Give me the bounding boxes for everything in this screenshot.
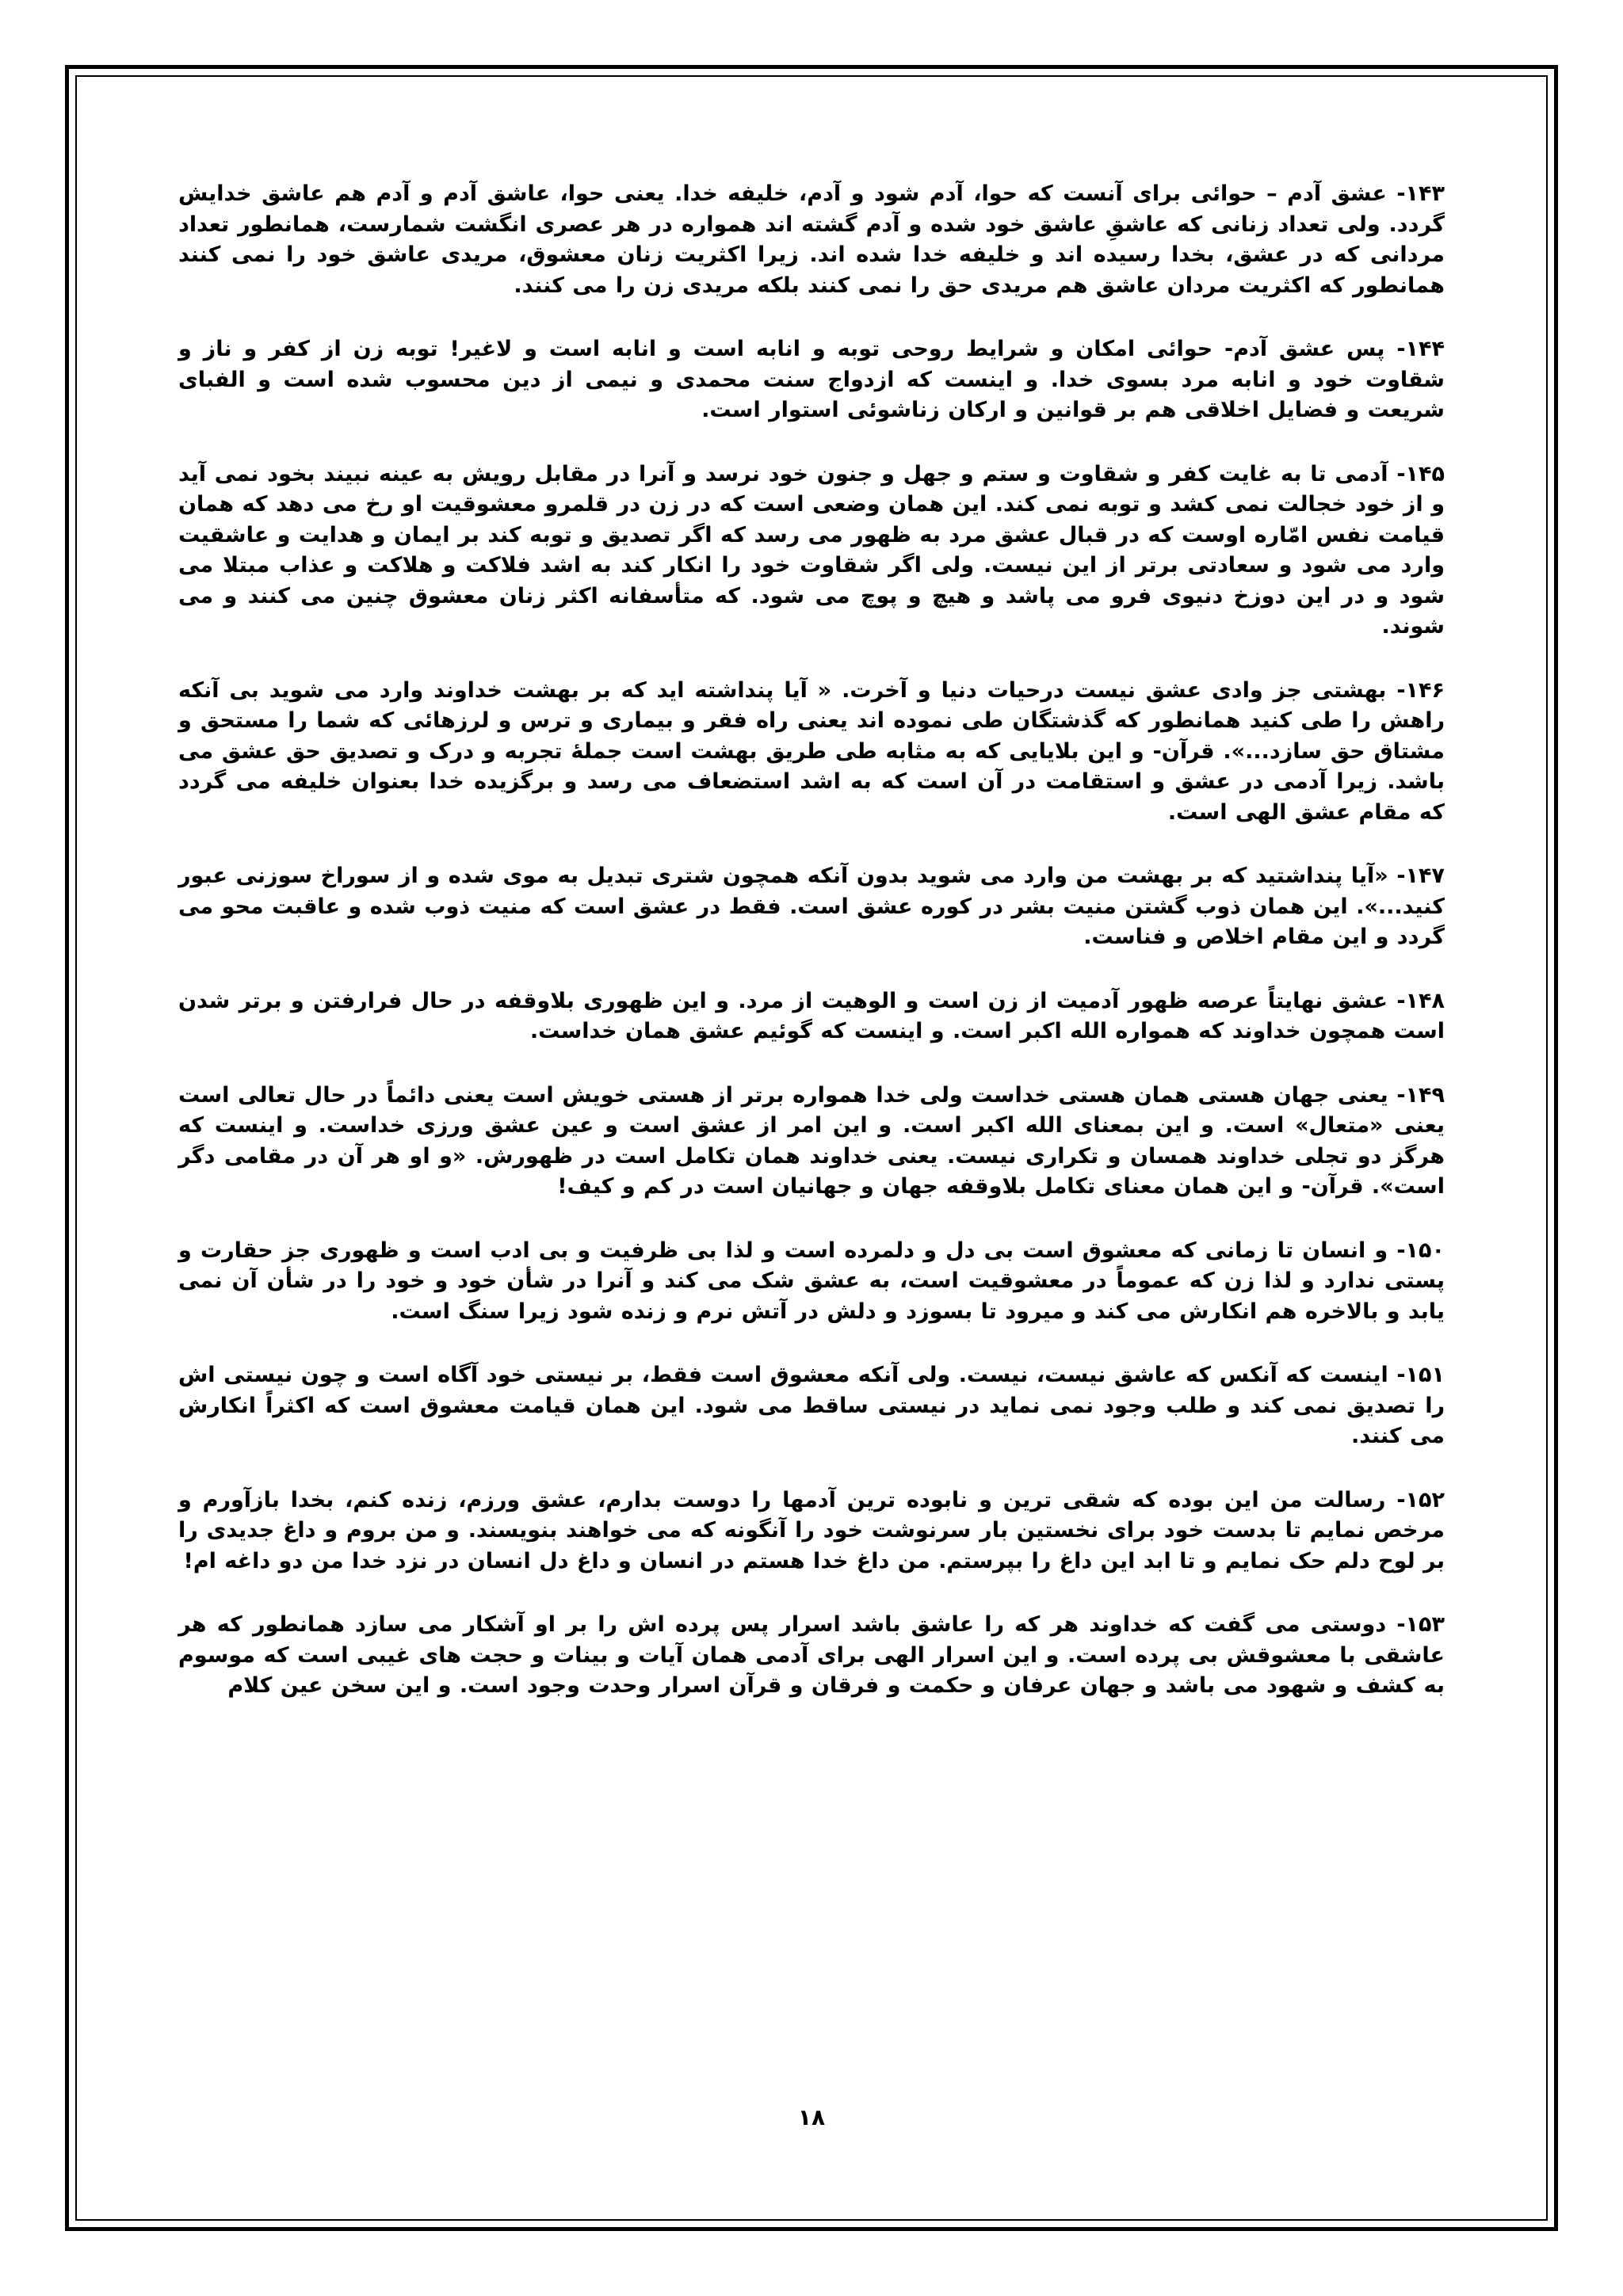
paragraph-146: ۱۴۶- بهشتی جز وادی عشق نیست درحیات دنیا و آخرت. « آیا پنداشته اید که بر بهشت خداوند وارد می شوید بی آنکه راهش را طی کنید همانطور که گذشتگان طی نموده اند یعنی راه فقر و بیماری و ترس و لرزهائی که شما را مستحق و مشتاق حق سازد...». قرآن- و این بلایایی که به مثابه طی طریق بهشت است جملهٔ تجربه و درک و تصدیق حق عشق می باشد. زیرا آدمی در عشق و استقامت در آن است که به اشد استضعاف می رسد و برگزیده خدا بعنوان خلیفه می گردد که مقام عشق الهی است.: [178, 677, 1445, 825]
paragraph-151: ۱۵۱- اینست که آنکس که عاشق نیست، نیست. ولی آنکه معشوق است فقط، بر نیستی خود آگاه است و چون نیستی اش را تصدیق نمی کند و طلب وجود نمی نماید در نیستی ساقط می شود. این همان قیامت معشوق است که اکثراً انکارش می کنند.: [178, 1363, 1445, 1448]
paragraph-148: ۱۴۸- عشق نهایتاً عرصه ظهور آدمیت از زن است و الوهیت از مرد. و این ظهوری بلاوقفه در حال فرارفتن و برتر شدن است همچون خداوند که همواره الله اکبر است. و اینست که گوئیم عشق همان خداست.: [178, 988, 1445, 1043]
paragraph-145: ۱۴۵- آدمی تا به غایت کفر و شقاوت و ستم و جهل و جنون خود نرسد و آنرا در مقابل رویش به عینه نبیند بخود نمی آید و از خود خجالت نمی کشد و توبه نمی کند. این همان وضعی است که در زن در قلمرو معشوقیت او رخ می دهد که همان قیامت نفس امّاره اوست که در قبال عشق مرد به ظهور می رسد که اگر تصدیق و توبه کند بر ایمان و هدایت و عاشقیت وارد می شود و سعادتی برتر از این نیست. ولی اگر شقاوت خود را انکار کند به اشد فلاکت و هلاکت و عذاب مبتلا می شود و در این دوزخ دنیوی فرو می پاشد و هیچ و پوچ می شود. که متأسفانه اکثر زنان معشوق چنین می کنند و می شوند.: [178, 461, 1445, 639]
page-number: ۱۸: [797, 2104, 826, 2130]
paragraph-150: ۱۵۰- و انسان تا زمانی که معشوق است بی دل و دلمرده است و لذا بی ظرفیت و بی ادب است و ظهوری جز حقارت و پستی ندارد و لذا زن که عموماً در معشوقیت است، به عشق شک می کند و آنرا در شأن خود و خود را در شأن آن نمی یابد و بالاخره هم انکارش می کند و میرود تا بسوزد و دلش در آتش نرم و زنده شود زیرا سنگ است.: [178, 1238, 1445, 1324]
paragraph-149: ۱۴۹- یعنی جهان هستی همان هستی خداست ولی خدا همواره برتر از هستی خویش است یعنی دائماً در حال تعالی است یعنی «متعال» است. و این بمعنای الله اکبر است. و این امر از عشق است و عین عشق ورزی خداست. و اینست که هرگز دو تجلی خداوند همسان و تکراری نیست. یعنی خداوند همان تکامل است در ظهورش. «و او هر آن در مقامی دگر است». قرآن- و این همان معنای تکامل بلاوقفه جهان و جهانیان است در کم و کیف!: [178, 1082, 1445, 1199]
page-body: [178, 179, 1445, 1735]
paragraph-143: ۱۴۳- عشق آدم – حوائی برای آنست که حوا، آدم شود و آدم، خلیفه خدا. یعنی حوا، عاشق آدم و آدم هم عاشق خدایش گردد. ولی تعداد زنانی که عاشقِ عاشق خود شده و آدم گشته اند همواره در هر عصری انگشت شمارست، همانطور تعداد مردانی که در عشق، بخدا رسیده اند و خلیفه خدا شده اند. زیرا اکثریت زنان معشوق، مریدی عاشق خود را نمی کنند همانطور که اکثریت مردان عاشق هم مریدی حق را نمی کنند بلکه مریدی زن را می کنند.: [178, 181, 1445, 298]
paragraph-144: ۱۴۴- پس عشق آدم- حوائی امکان و شرایط روحی توبه و انابه است و انابه است و لاغیر! توبه زن از کفر و ناز و شقاوت خود و انابه مرد بسوی خدا. و اینست که ازدواج سنت محمدی و نیمی از دین محسوب شده است و الفبای شریعت و فضایل اخلاقی هم بر قوانین و ارکان زناشوئی استوار است.: [178, 337, 1445, 422]
paragraph-153: ۱۵۳- دوستی می گفت که خداوند هر که را عاشق باشد اسرار پس پرده اش را بر او آشکار می سازد همانطور که هر عاشقی با معشوقش بی پرده است. و این اسرار الهی برای آدمی همان آیات و بینات و حجت های غیبی است که موسوم به کشف و شهود می باشد و جهان عرفان و حکمت و فرقان و قرآن اسرار وحدت وجود است. و این سخن عین کلام: [178, 1612, 1445, 1698]
paragraph-147: ۱۴۷- «آیا پنداشتید که بر بهشت من وارد می شوید بدون آنکه همچون شتری تبدیل به موی شده و از سوراخ سوزنی عبور کنید...». این همان ذوب گشتن منیت بشر در کوره عشق است. فقط در عشق است که منیت ذوب شده و عاقبت محو می گردد و این مقام اخلاص و فناست.: [178, 864, 1445, 949]
paragraph-152: ۱۵۲- رسالت من این بوده که شقی ترین و نابوده ترین آدمها را دوست بدارم، عشق ورزم، زنده کنم، بخدا بازآورم و مرخص نمایم تا بدست خود برای نخستین بار سرنوشت خود را آنگونه که می خواهند بنویسند. و من بروم و داغ جدیدی را بر لوح دلم حک نمایم و تا ابد این داغ را بپرستم. من داغ خدا هستم در انسان و داغ دل انسان در نزد خدا من دو داغه ام!: [178, 1487, 1445, 1573]
